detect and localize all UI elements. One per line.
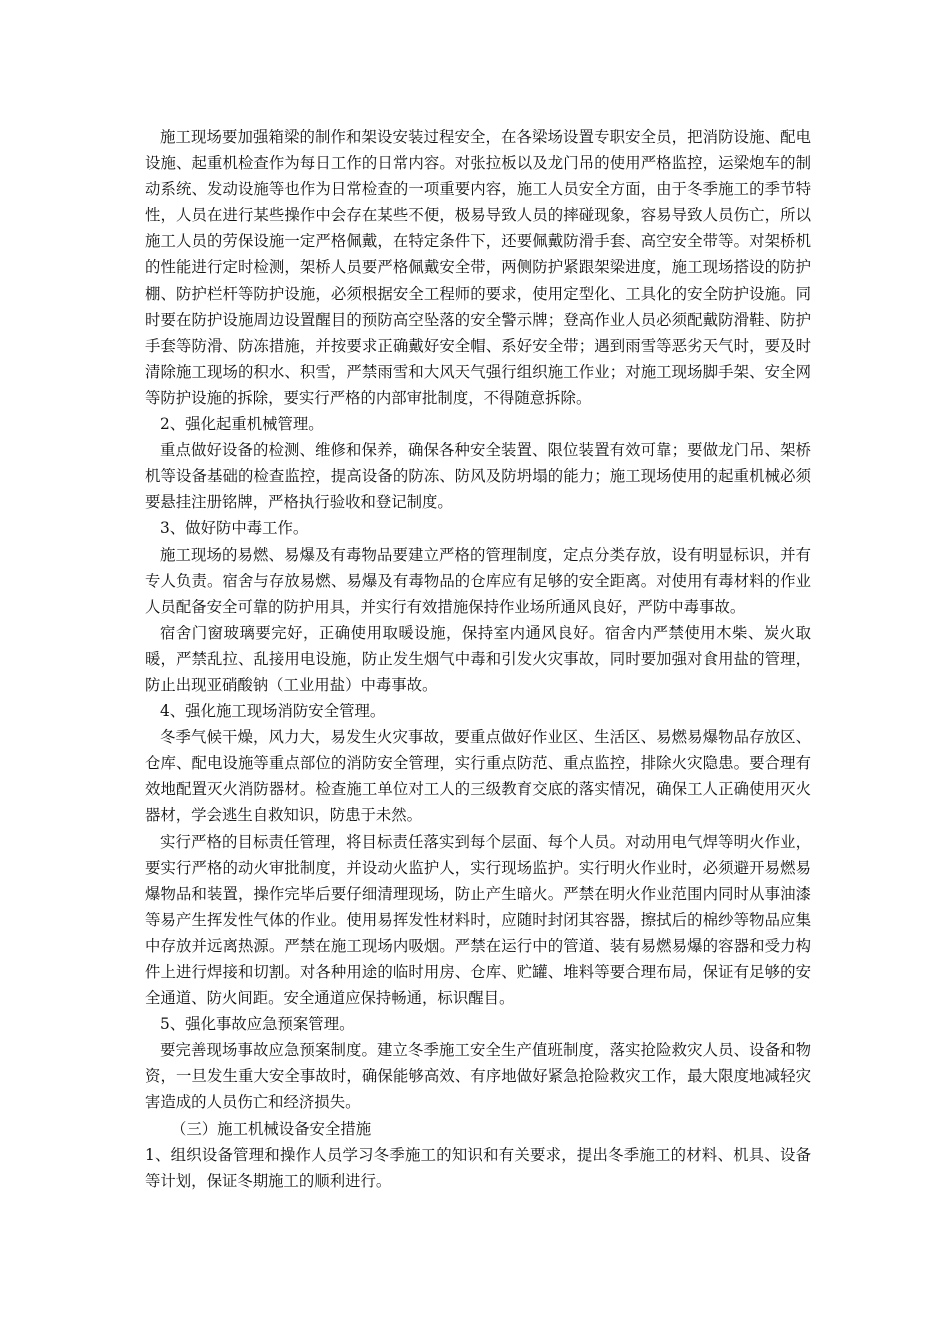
- heading-emergency-plan: 5、强化事故应急预案管理。: [160, 1015, 355, 1034]
- paragraph-lifting-machinery: 重点做好设备的检测、维修和保养，确保各种安全装置、限位装置有效可靠；要做龙门吊、架桥机等设备基础的检查监控，提高设备的防冻、防风及防坍塌的能力；施工现场使用的起重机械必须要悬挂注册铭牌，严格执行验收和登记制度。: [145, 441, 811, 512]
- paragraph-equipment-training: 1、组织设备管理和操作人员学习冬季施工的知识和有关要求，提出冬季施工的材料、机具、设备等计划，保证冬期施工的顺利进行。: [145, 1145, 811, 1190]
- heading-lifting-machinery: 2、强化起重机械管理。: [160, 415, 324, 434]
- paragraph-dormitory-safety: 宿舍门窗玻璃要完好，正确使用取暖设施，保持室内通风良好。宿舍内严禁使用木柴、炭火取暖，严禁乱拉、乱接用电设施，防止发生烟气中毒和引发火灾事故，同时要加强对食用盐的管理，防止出现亚硝酸钠（工业用盐）中毒事故。: [145, 623, 811, 694]
- paragraph-responsibility: 实行严格的目标责任管理，将目标责任落实到每个层面、每个人员。对动用电气焊等明火作业，要实行严格的动火审批制度，并设动火监护人，实行现场监护。实行明火作业时，必须避开易燃易爆物品和装置，操作完毕后要仔细清理现场，防止产生暗火。严禁在明火作业范围内同时从事油漆等易产生挥发性气体的作业。使用易挥发性材料时，应随时封闭其容器，擦拭后的棉纱等物品应集中存放并远离热源。严禁在施工现场内吸烟。严禁在运行中的管道、装有易燃易爆的容器和受力构件上进行焊接和切割。对各种用途的临时用房、仓库、贮罐、堆料等要合理布局，保证有足够的安全通道、防火间距。安全通道应保持畅通，标识醒目。: [145, 832, 811, 1008]
- paragraph-fire-safety: 冬季气候干燥，风力大，易发生火灾事故，要重点做好作业区、生活区、易燃易爆物品存放区、仓库、配电设施等重点部位的消防安全管理，实行重点防范、重点监控，排除火灾隐患。要合理有效地配置灭火消防器材。检查施工单位对工人的三级教育交底的落实情况，确保工人正确使用灭火器材，学会逃生自救知识，防患于未然。: [145, 728, 811, 825]
- paragraph-hazardous-materials: 施工现场的易燃、易爆及有毒物品要建立严格的管理制度，定点分类存放，设有明显标识，并有专人负责。宿舍与存放易燃、易爆及有毒物品的仓库应有足够的安全距离。对使用有毒材料的作业人员配备安全可靠的防护用具，并实行有效措施保持作业场所通风良好，严防中毒事故。: [145, 545, 811, 616]
- document-body: [145, 124, 811, 1194]
- section-heading-machinery: （三）施工机械设备安全措施: [171, 1119, 372, 1138]
- paragraph-site-safety: 施工现场要加强箱梁的制作和架设安装过程安全，在各梁场设置专职安全员，把消防设施、配电设施、起重机检查作为每日工作的日常内容。对张拉板以及龙门吊的使用严格监控，运梁炮车的制动系统、发动设施等也作为日常检查的一项重要内容，施工人员安全方面，由于冬季施工的季节特性，人员在进行某些操作中会存在某些不便，极易导致人员的摔碰现象，容易导致人员伤亡，所以施工人员的劳保设施一定严格佩戴，在特定条件下，还要佩戴防滑手套、高空安全带等。对架桥机的性能进行定时检测，架桥人员要严格佩戴安全带，两侧防护紧跟架梁进度，施工现场搭设的防护 棚、防护栏杆等防护设施，必须根据安全工程师的要求，使用定型化、工具化的安全防护设施。同时要在防护设施周边设置醒目的预防高空坠落的安全警示牌；登高作业人员必须配戴防滑鞋、防护手套等防滑、防冻措施，并按要求正确戴好安全帽、系好安全带；遇到雨雪等恶劣天气时，要及时清除施工现场的积水、积雪，严禁雨雪和大风天气强行组织施工作业；对施工现场脚手架、安全网等防护设施的拆除，要实行严格的内部审批制度，不得随意拆除。: [145, 128, 811, 407]
- paragraph-emergency-plan: 要完善现场事故应急预案制度。建立冬季施工安全生产值班制度，落实抢险救灾人员、设备和物资，一旦发生重大安全事故时，确保能够高效、有序地做好紧急抢险救灾工作，最大限度地减轻灾害造成的人员伤亡和经济损失。: [145, 1041, 811, 1112]
- heading-poisoning-prevention: 3、做好防中毒工作。: [160, 519, 309, 538]
- heading-fire-safety: 4、强化施工现场消防安全管理。: [160, 702, 386, 721]
